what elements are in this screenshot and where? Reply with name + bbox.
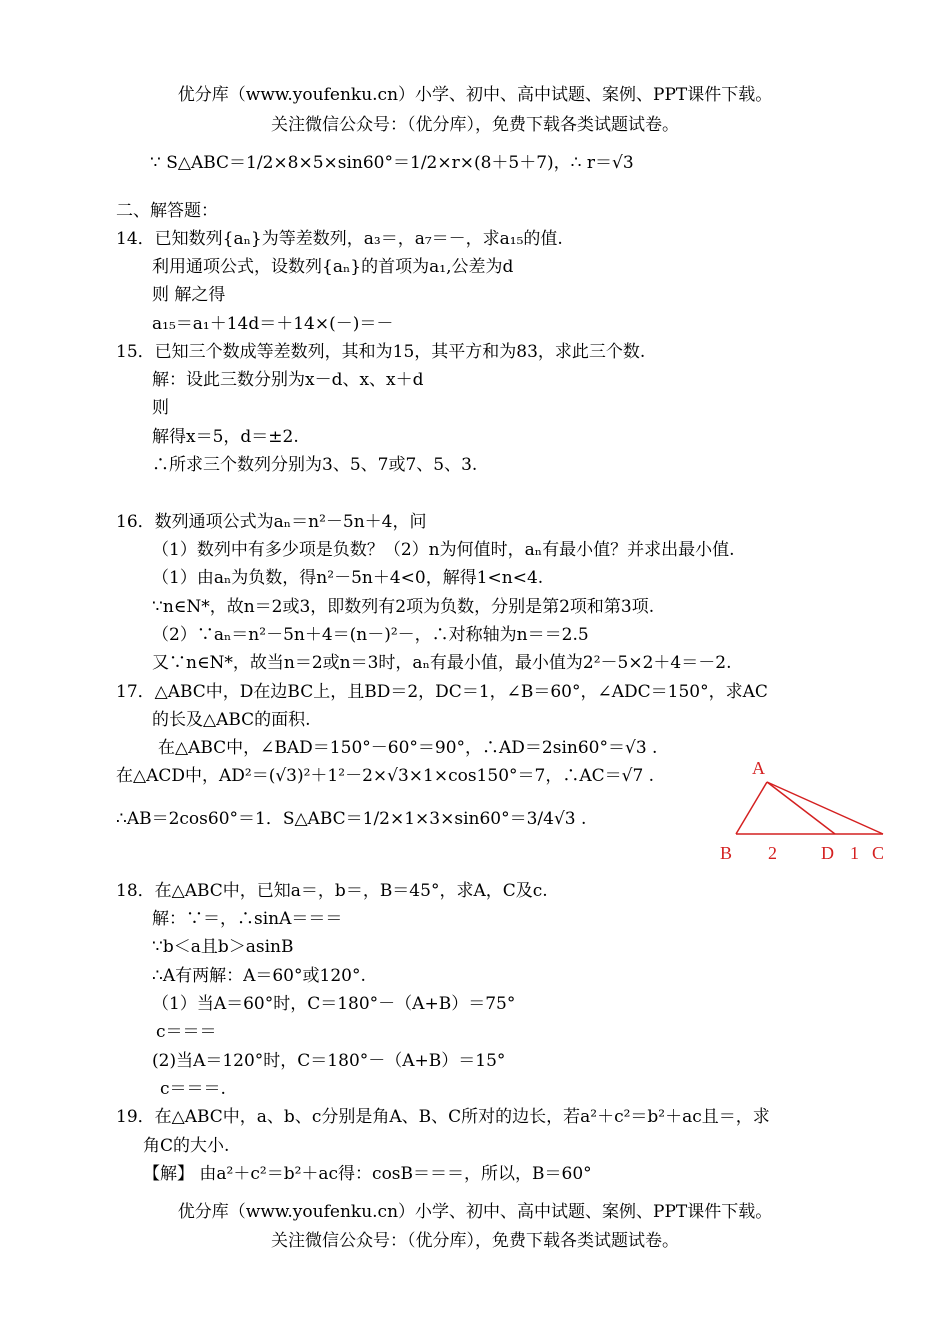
p15-line-5: ∴所求三个数列分别为3、5、7或7、5、3. [152, 455, 478, 475]
triangle-label-bd: 2 [768, 843, 777, 863]
p16-line-1: 16．数列通项公式为aₙ＝n²－5n＋4，问 [116, 512, 427, 532]
p16-line-3: （1）由aₙ为负数，得n²－5n＋4<0，解得1<n<4. [152, 568, 544, 588]
p14-line-2: 利用通项公式，设数列{aₙ}的首项为a₁,公差为d [152, 257, 514, 277]
p17-line-3: 在△ABC中，∠BAD＝150°－60°＝90°，∴AD＝2sin60°＝√3 . [158, 738, 658, 758]
p19-line-3: 【解】 由a²＋c²＝b²＋ac得：cosB＝＝＝，所以，B＝60° [143, 1164, 592, 1184]
p15-line-3: 则 [152, 398, 169, 418]
p16-line-6: 又∵n∈N*，故当n＝2或n＝3时，aₙ有最小值，最小值为2²－5×2＋4＝－2. [152, 653, 732, 673]
p19-line-1: 19．在△ABC中，a、b、c分别是角A、B、C所对的边长，若a²＋c²＝b²＋ac且＝，求 [116, 1107, 770, 1127]
p18-line-5: （1）当A＝60°时，C＝180°－（A+B）＝75° [152, 994, 516, 1014]
section-title: 二、解答题： [116, 201, 218, 221]
p17-line-4: 在△ACD中，AD²＝(√3)²＋1²－2×√3×1×cos150°＝7，∴AC＝√7 . [116, 766, 655, 786]
footer-line-2: 关注微信公众号：（优分库），免费下载各类试题试卷。 [271, 1231, 679, 1251]
p17-line-1: 17．△ABC中，D在边BC上，且BD＝2，DC＝1，∠B＝60°，∠ADC＝150°，求AC [116, 682, 768, 702]
top-formula: ∵ S△ABC＝1/2×8×5×sin60°＝1/2×r×(8＋5＋7)，∴ r＝√3 [150, 153, 634, 173]
p14-line-3: 则 解之得 [152, 285, 226, 305]
triangle-label-a: A [752, 758, 765, 778]
triangle-label-c: C [872, 843, 885, 863]
footer-line-1: 优分库（www.youfenku.cn）小学、初中、高中试题、案例、PPT课件下载。 [177, 1202, 773, 1222]
p19-line-2: 角C的大小. [143, 1136, 230, 1156]
p15-line-4: 解得x＝5，d＝±2. [152, 427, 299, 447]
p18-line-7: (2)当A＝120°时，C＝180°－（A+B）＝15° [152, 1051, 506, 1071]
triangle-label-dc: 1 [850, 843, 859, 863]
p16-line-4: ∵n∈N*，故n＝2或3，即数列有2项为负数，分别是第2项和第3项. [152, 597, 655, 617]
triangle-label-d: D [821, 843, 834, 863]
triangle-side-ab [736, 782, 767, 834]
p15-line-1: 15．已知三个数成等差数列，其和为15，其平方和为83，求此三个数. [116, 342, 646, 362]
header-line-2: 关注微信公众号：（优分库），免费下载各类试题试卷。 [271, 115, 679, 135]
p15-line-2: 解：设此三数分别为x－d、x、x＋d [152, 370, 424, 390]
p14-line-1: 14．已知数列{aₙ}为等差数列，a₃＝，a₇＝－，求a₁₅的值. [116, 229, 563, 249]
p18-line-3: ∵b＜a且b＞asinB [152, 937, 294, 957]
p18-line-6: c＝＝＝ [156, 1022, 217, 1042]
p18-line-1: 18．在△ABC中，已知a＝，b＝，B＝45°，求A，C及c. [116, 881, 548, 901]
p18-line-8: c＝＝＝. [160, 1079, 226, 1099]
triangle-figure [700, 750, 900, 870]
triangle-label-b: B [720, 843, 733, 863]
p14-line-4: a₁₅＝a₁＋14d＝＋14×(－)＝－ [152, 314, 394, 334]
header-line-1: 优分库（www.youfenku.cn）小学、初中、高中试题、案例、PPT课件下载。 [177, 85, 773, 105]
p16-line-5: （2）∵aₙ＝n²－5n＋4＝(n－)²－，∴对称轴为n＝＝2.5 [152, 625, 589, 645]
p17-line-2: 的长及△ABC的面积. [152, 710, 311, 730]
p18-line-4: ∴A有两解：A＝60°或120°. [152, 966, 366, 986]
p16-line-2: （1）数列中有多少项是负数？（2）n为何值时，aₙ有最小值？并求出最小值. [152, 540, 735, 560]
p17-line-5: ∴AB＝2cos60°＝1．S△ABC＝1/2×1×3×sin60°＝3/4√3 . [116, 809, 587, 829]
p18-line-2: 解：∵＝，∴sinA＝＝＝ [152, 909, 343, 929]
